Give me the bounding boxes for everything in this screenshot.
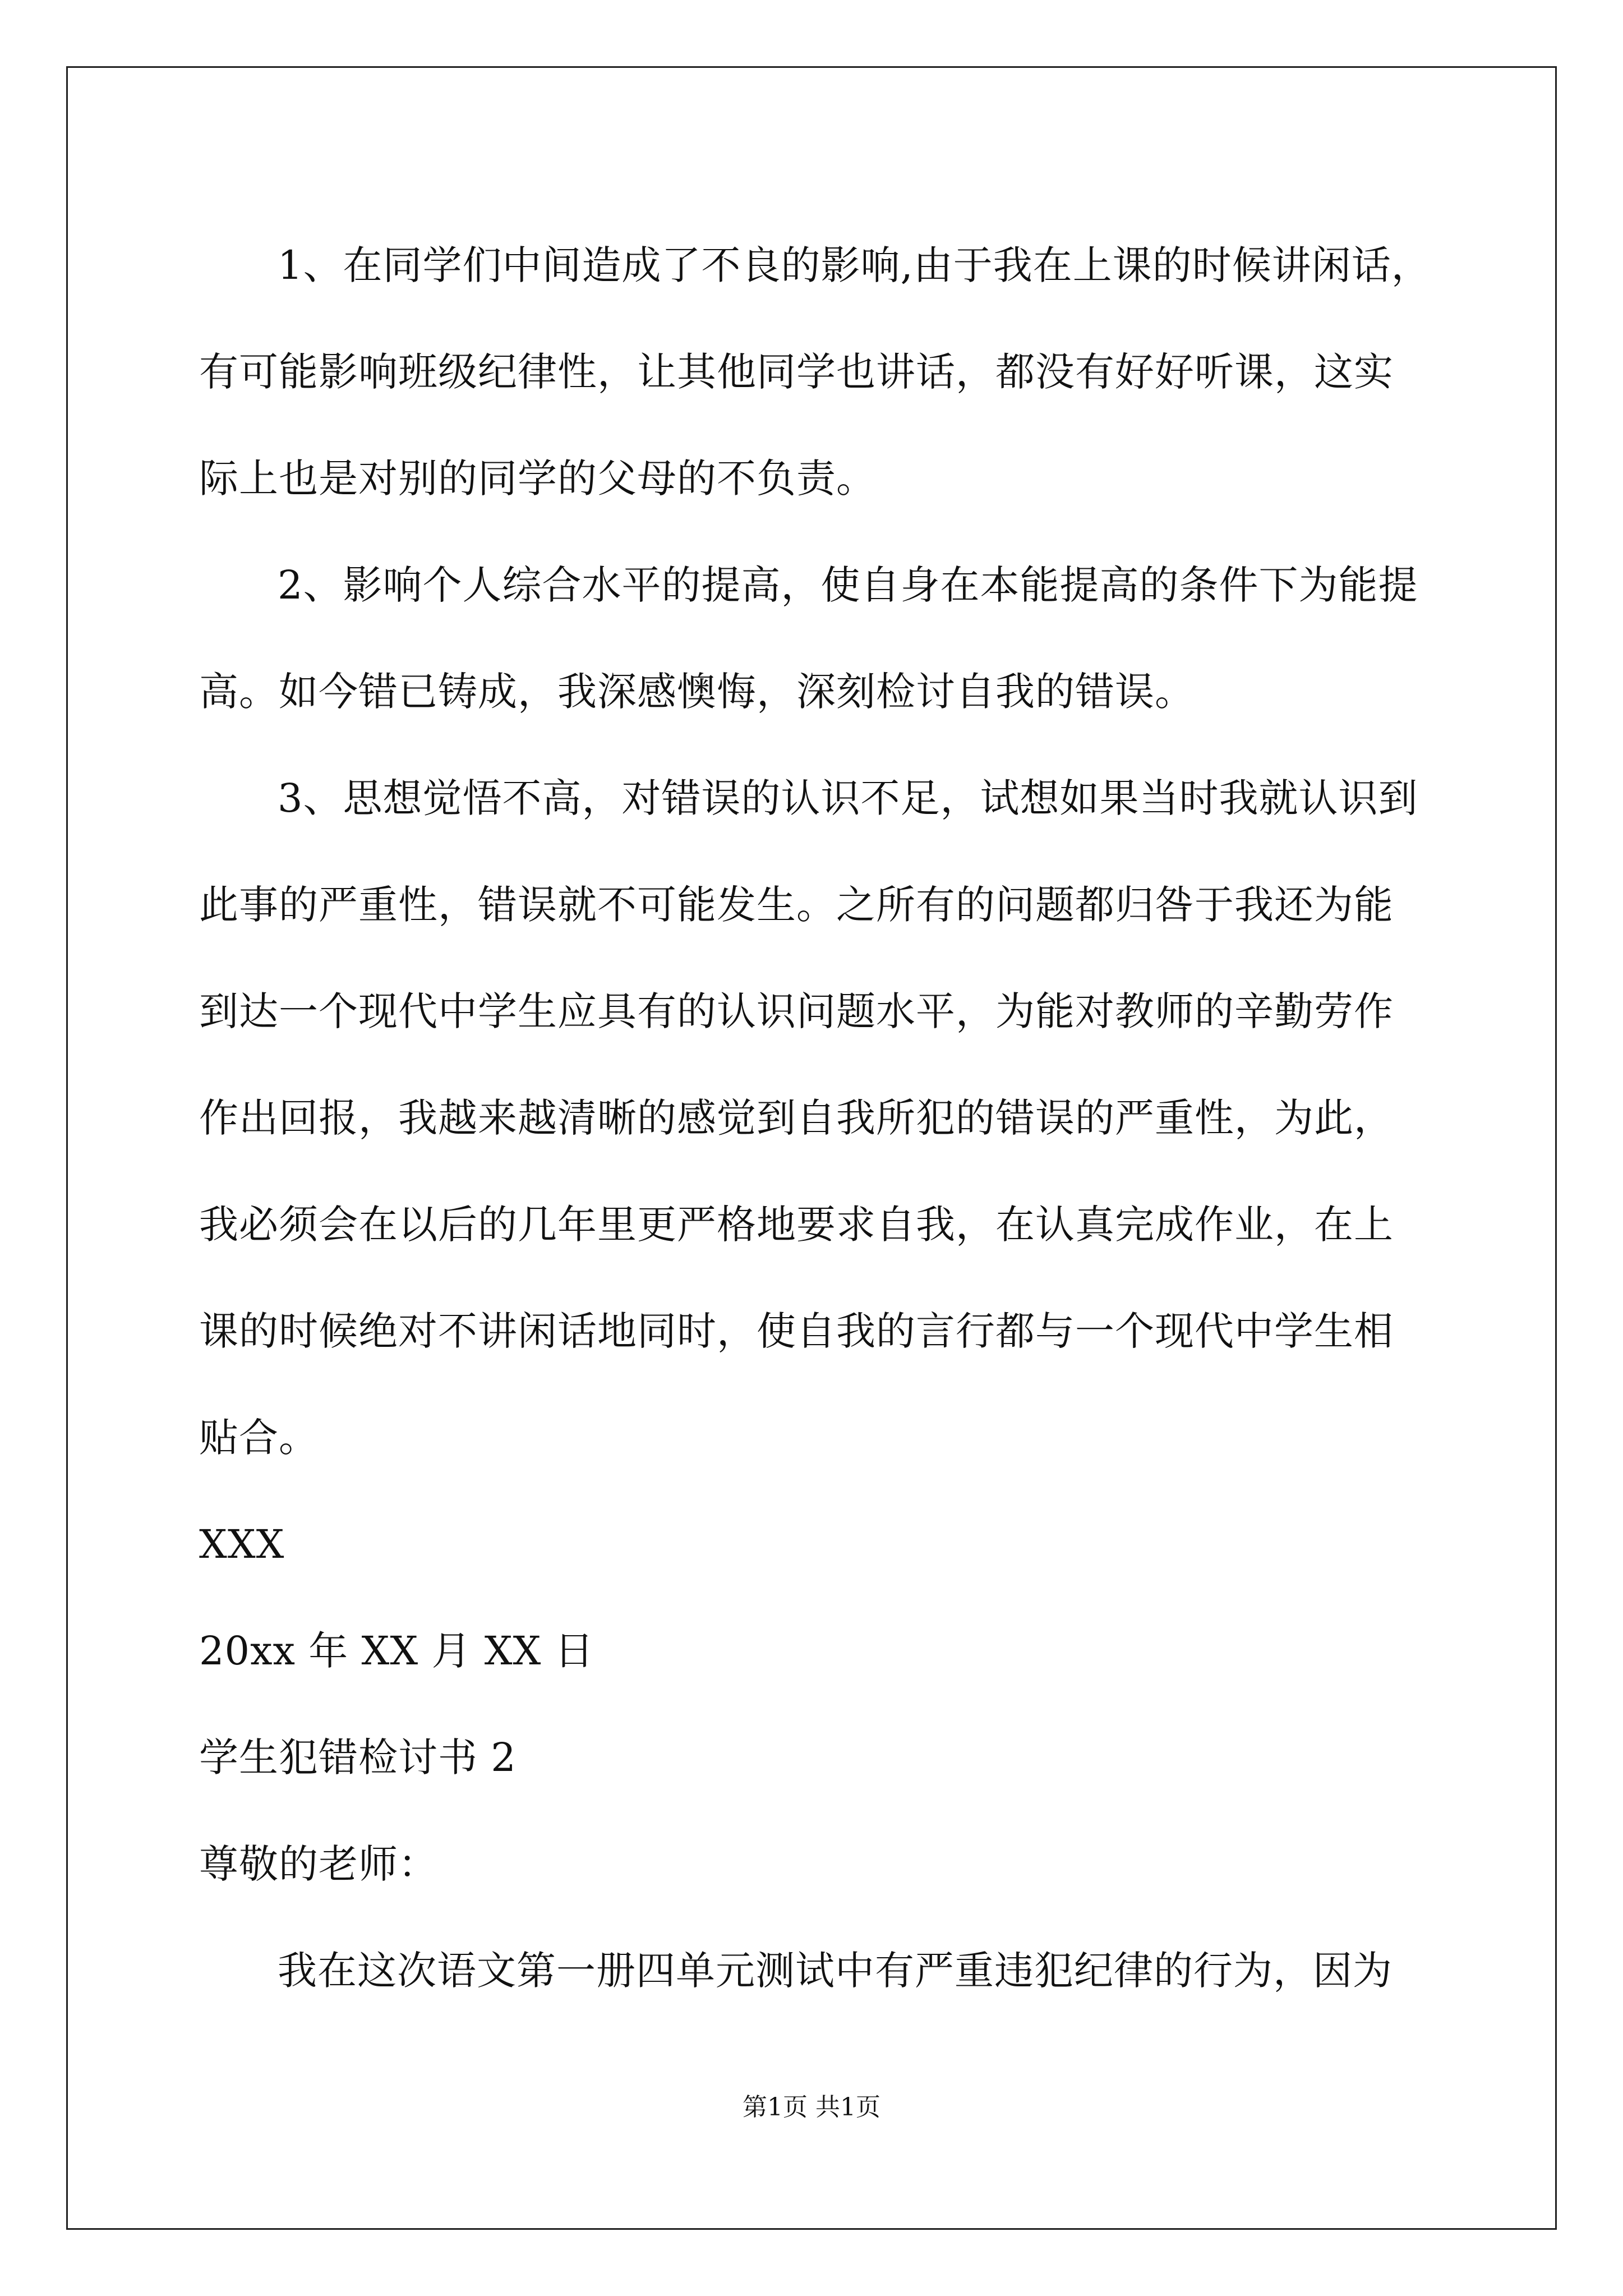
document-body	[199, 212, 1433, 2024]
signature-date: 20xx 年 XX 月 XX 日	[199, 1628, 594, 1674]
paragraph-line: 课的时候绝对不讲闲话地同时，使自我的言行都与一个现代中学生相	[199, 1308, 1394, 1354]
signature-name: XXX	[199, 1521, 285, 1567]
paragraph-line: 高。如今错已铸成，我深感懊悔，深刻检讨自我的错误。	[199, 669, 1195, 715]
salutation: 尊敬的老师：	[199, 1841, 438, 1887]
paragraph-line: 此事的严重性，错误就不可能发生。之所有的问题都归咎于我还为能	[199, 882, 1394, 928]
paragraph-line: 贴合。	[199, 1415, 319, 1461]
paragraph-line: 有可能影响班级纪律性，让其他同学也讲话，都没有好好听课，这实	[199, 349, 1394, 395]
section-title: 学生犯错检讨书 2	[199, 1734, 517, 1780]
paragraph-line: 1、在同学们中间造成了不良的影响,由于我在上课的时候讲闲话，	[278, 242, 1431, 288]
paragraph-line: 我必须会在以后的几年里更严格地要求自我，在认真完成作业，在上	[199, 1202, 1394, 1248]
paragraph-line: 际上也是对别的同学的父母的不负责。	[199, 455, 876, 501]
paragraph-line: 到达一个现代中学生应具有的认识问题水平，为能对教师的辛勤劳作	[199, 988, 1394, 1034]
paragraph-line: 3、思想觉悟不高，对错误的认识不足，试想如果当时我就认识到	[278, 775, 1418, 821]
paragraph-line: 作出回报，我越来越清晰的感觉到自我所犯的错误的严重性，为此，	[199, 1095, 1394, 1141]
page-footer: 第1页 共1页	[743, 2093, 880, 2122]
paragraph-line: 我在这次语文第一册四单元测试中有严重违犯纪律的行为，因为	[278, 1948, 1393, 1994]
paragraph-line: 2、影响个人综合水平的提高，使自身在本能提高的条件下为能提	[278, 562, 1418, 608]
